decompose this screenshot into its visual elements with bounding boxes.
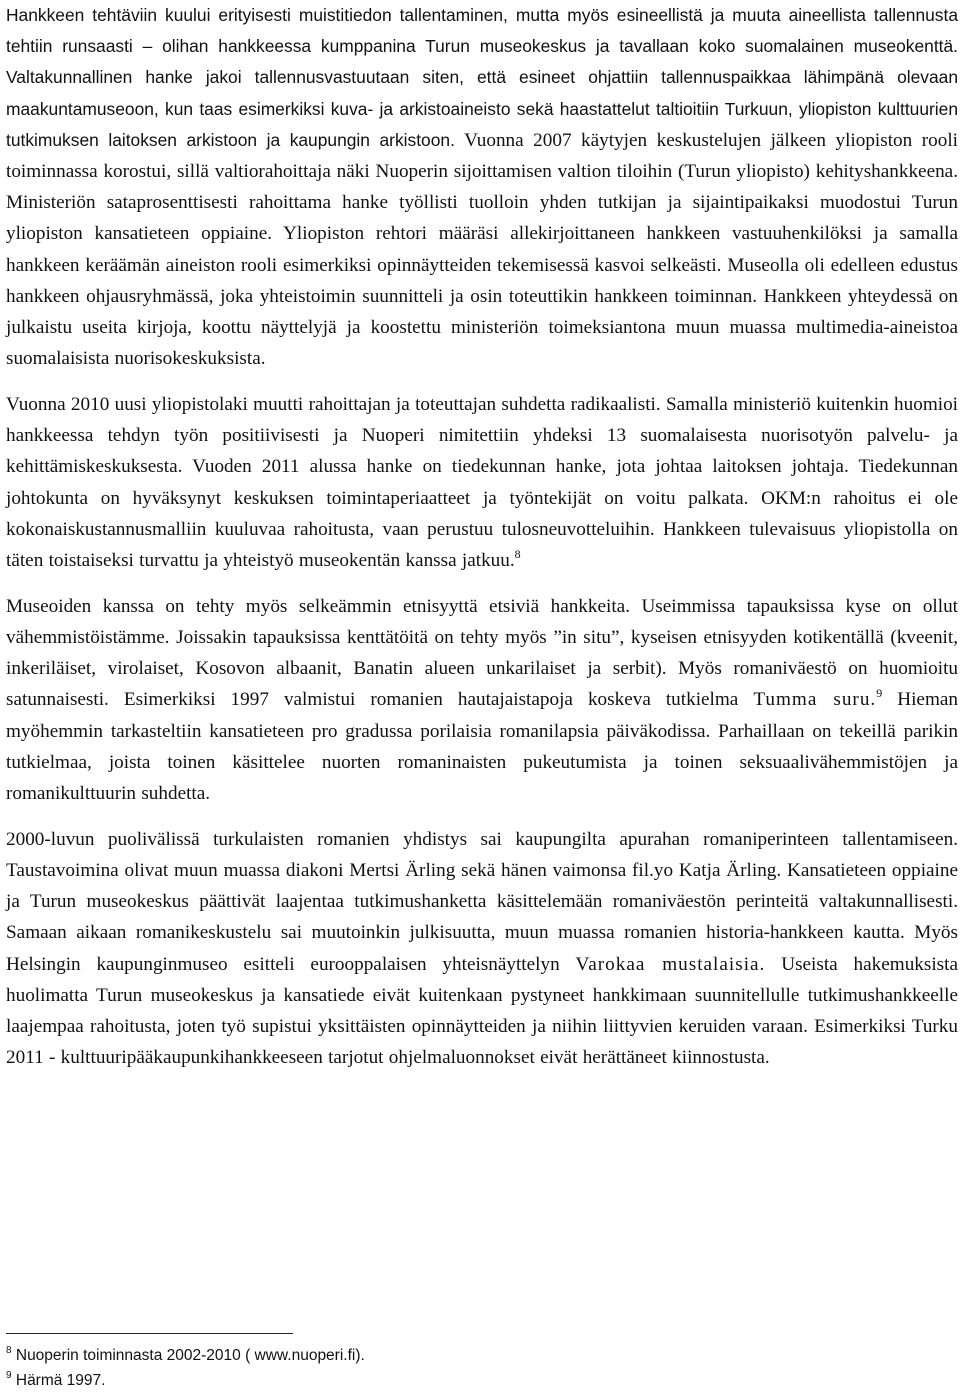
- paragraph-1-sentence-2: Valtakunnallinen hanke jakoi tallennusvastuutaan siten, että esineet ohjattiin tallennuspaikkaa lähimpänä olevaan maakuntamuseoon, kun taas esimerkiksi kuva- ja arkistoaineisto sekä haastattelut taltioitiin Turkuun, yliopiston kulttuurien tutkimuksen laitoksen arkistoon ja kaupungin arkistoon.: [6, 67, 958, 150]
- footnote-text: Nuoperin toiminnasta 2002-2010 ( www.nuoperi.fi).: [11, 1347, 365, 1364]
- paragraph-4-text-a: 2000-luvun puolivälissä turkulaisten romanien yhdistys sai kaupungilta apurahan romaniperinteen tallentamiseen. Taustavoimina olivat muun muassa diakoni Mertsi Ärling sekä hänen vaimonsa fil.yo Katja Ärling. Kansatieteen oppiaine ja Turun museokeskus päättivät laajentaa tutkimushanketta käsittelemään romaniväestön perinteitä valtakunnallisesti. Samaan aikaan romanikeskustelu sai muutoinkin julkisuutta, muun muassa romanien historia-hankkeen kautta. Myös Helsingin kaupunginmuseo esitteli eurooppalaisen yhteisnäyttelyn: [6, 828, 958, 975]
- paragraph-2-text: Vuonna 2010 uusi yliopistolaki muutti rahoittajan ja toteuttajan suhdetta radikaalisti. Samalla ministeriö kuitenkin huomioi hankkeessa tehdyn työn positiivisesti ja Nuoperi nimitettiin yhdeksi 13 suomalaisesta nuorisotyön palvelu- ja kehittämiskeskuksesta. Vuoden 2011 alussa hanke on tiedekunnan hanke, jota johtaa laitoksen johtaja. Tiedekunnan johtokunta on hyväksynyt keskuksen toimintaperiaatteet ja työntekijät on voitu palkata. OKM:n rahoitus ei ole kokonaiskustannusmalliin kuuluvaa rahoitusta, vaan perustuu tulosneuvotteluihin. Hankkeen tulevaisuus yliopistolla on täten toistaiseksi turvattu ja yhteistyö museokentän kanssa jatkuu.: [6, 394, 958, 572]
- footnote-number: 9: [6, 1370, 12, 1381]
- exhibition-title-varokaa-mustalaisia: Varokaa mustalaisia.: [575, 953, 766, 975]
- footnotes: [6, 1343, 906, 1393]
- paragraph-3: [6, 591, 958, 809]
- paragraph-3-text-a: Museoiden kanssa on tehty myös selkeämmin etnisyyttä etsiviä hankkeita. Useimmissa tapauksissa kyse on ollut vähemmistöistämme. Joissakin tapauksissa kenttätöitä on tehty myös ”in situ”, kyseisen etnisyyden kotikentällä (kveenit, inkeriläiset, virolaiset, Kosovon albaanit, Banatin alueen unkarilaiset ja serbit). Myös romaniväestö on huomioitu satunnaisesti. Esimerkiksi 1997 valmistui romanien hautajaistapoja koskeva tutkielma: [6, 595, 958, 711]
- work-title-tumma-suru: Tumma suru.: [753, 689, 877, 711]
- paragraph-3-text-b: Hieman myöhemmin tarkasteltiin kansatieteen pro gradussa porilaisia romanilapsia päiväkodissa. Parhaillaan on tekeillä parikin tutkielmaa, joista toinen käsittelee nuorten romaninaisten pukeutumista ja toinen seksuaalivähemmistöjen ja romanikulttuurin suhdetta.: [6, 689, 958, 805]
- paragraph-2: [6, 389, 958, 576]
- paragraph-1-sentence-1: Hankkeen tehtäviin kuului erityisesti muistitiedon tallentaminen, mutta myös esineellistä ja muuta aineellista tallennusta tehtiin runsaasti – olihan hankkeessa kumppanina Turun museokeskus ja tavallaan koko suomalainen museokenttä.: [6, 5, 958, 57]
- paragraph-1: [6, 0, 958, 374]
- footnote-8: [6, 1343, 906, 1368]
- paragraph-4-text-b: Useista hakemuksista huolimatta Turun museokeskus ja kansatiede eivät kuitenkaan pystyneet hankkimaan suunnitellulle tutkimushankkeelle laajempaa rahoitusta, joten työ supistui yksittäisten opinnäytteiden ja niihin liittyvien keruiden varaan. Esimerkiksi Turku 2011 - kulttuuripääkaupunkihankkeeseen tarjotut ohjelmaluonnokset eivät herättäneet kiinnostusta.: [6, 953, 958, 1069]
- footnote-9: [6, 1368, 906, 1393]
- footnote-separator: [6, 1333, 293, 1334]
- footnote-number: 8: [6, 1345, 12, 1356]
- footnote-ref-8[interactable]: 8: [514, 547, 521, 562]
- paragraph-4: [6, 824, 958, 1074]
- paragraph-1-rest: Vuonna 2007 käytyjen keskustelujen jälkeen yliopiston rooli toiminnassa korostui, sillä valtiorahoittaja näki Nuoperin sijoittamisen valtion tiloihin (Turun yliopisto) kehityshankkeena. Ministeriön sataprosenttisesti rahoittama hanke työllisti tuolloin yhden tutkijan ja sijaintipaikaksi muodostui Turun yliopiston kansatieteen oppiaine. Yliopiston rehtori määräsi allekirjoittaneen hankkeen vastuuhenkilöksi ja samalla hankkeen keräämän aineiston rooli esimerkiksi opinnäytteiden tekemisessä kasvoi selkeästi. Museolla oli edelleen edustus hankkeen ohjausryhmässä, joka yhteistoimin suunnitteli ja osin toteuttikin hankkeen toiminnan. Hankkeen yhteydessä on julkaistu useita kirjoja, koottu näyttelyjä ja koostettu ministeriön toimeksiantona muun muassa multimedia-aineistoa suomalaisista nuorisokeskuksista.: [6, 129, 958, 370]
- footnote-text: Härmä 1997.: [11, 1372, 106, 1389]
- body-text: [6, 0, 958, 1073]
- footnote-ref-9[interactable]: 9: [876, 686, 883, 701]
